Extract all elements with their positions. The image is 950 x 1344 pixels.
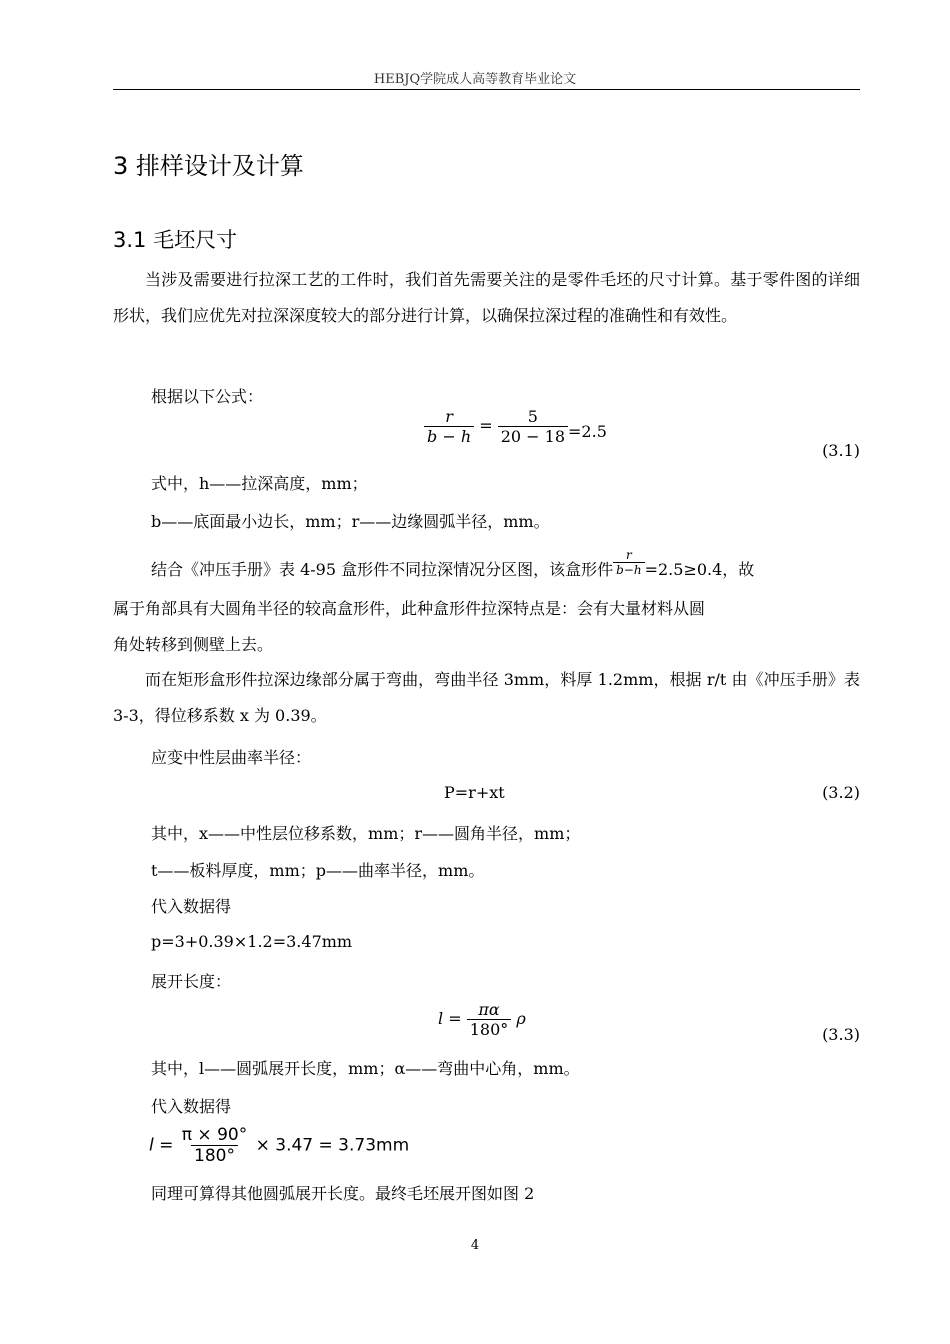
eq3-lhs: l xyxy=(438,1009,444,1028)
paragraph-2-line-3: 角处转移到侧壁上去。 xyxy=(113,635,274,654)
paragraph-3: 而在矩形盒形件拉深边缘部分属于弯曲，弯曲半径 3mm，料厚 1.2mm，根据 r/t 由《冲压手册》表 3-3，得位移系数 x 为 0.39。 xyxy=(113,670,860,725)
eq4-fraction xyxy=(179,1125,250,1166)
substitute-label-1: 代入数据得 xyxy=(151,897,232,916)
section-title: 3 排样设计及计算 xyxy=(113,152,304,180)
eq1-equals: = xyxy=(479,416,493,435)
page-number: 4 xyxy=(470,1238,480,1253)
eq1-lhs-denominator: b − h xyxy=(424,426,474,446)
equation-number-3-1: (3.1) xyxy=(822,441,860,460)
paragraph-2-line-1 xyxy=(151,548,755,585)
inline-fraction xyxy=(613,548,644,577)
subsection-title: 3.1 毛坯尺寸 xyxy=(113,228,238,252)
page-header: HEBJQ学院成人高等教育毕业论文 xyxy=(373,72,577,87)
formula-intro: 根据以下公式： xyxy=(151,387,264,406)
eq3-equals: = xyxy=(448,1009,462,1028)
definitions-2-line-1: 其中，x——中性层位移系数，mm；r——圆角半径，mm； xyxy=(151,824,581,843)
strain-intro: 应变中性层曲率半径： xyxy=(151,748,312,767)
eq4-lhs: l = xyxy=(149,1135,174,1156)
definitions-1-line-1: 式中，h——拉深高度，mm； xyxy=(151,474,368,493)
paragraph-2-line-2: 属于角部具有大圆角半径的较高盒形件，此种盒形件拉深特点是：会有大量材料从圆 xyxy=(113,599,706,618)
eq4-denominator: 180° xyxy=(191,1145,238,1166)
eq1-rhs-denominator: 20 − 18 xyxy=(498,426,568,446)
equation-l-result xyxy=(149,1125,409,1166)
eq4-rhs: × 3.47 = 3.73mm xyxy=(255,1135,410,1156)
definitions-2-line-2: t——板料厚度，mm；p——曲率半径，mm。 xyxy=(151,861,485,880)
eq1-lhs-fraction xyxy=(424,407,474,446)
eq3-denominator: 180° xyxy=(467,1019,512,1039)
eq1-result: =2.5 xyxy=(568,422,607,441)
paragraph-2-before: 结合《冲压手册》表 4-95 盒形件不同拉深情况分区图，该盒形件 xyxy=(151,560,614,579)
inline-fraction-denominator: b−h xyxy=(613,562,644,577)
equation-3-1 xyxy=(424,407,607,446)
equation-number-3-3: (3.3) xyxy=(822,1025,860,1044)
eq3-numerator: πα xyxy=(478,1000,500,1019)
equation-3-2: P=r+xt xyxy=(444,783,505,802)
paragraph-2-after: =2.5≥0.4，故 xyxy=(644,560,755,579)
equation-3-3 xyxy=(438,1000,526,1039)
eq3-rho: ρ xyxy=(516,1009,526,1028)
paragraph-1: 当涉及需要进行拉深工艺的工件时，我们首先需要关注的是零件毛坯的尺寸计算。基于零件图的详细形状，我们应优先对拉深深度较大的部分进行计算，以确保拉深过程的准确性和有效性。 xyxy=(113,270,860,325)
result-1: p=3+0.39×1.2=3.47mm xyxy=(151,932,353,951)
eq3-fraction xyxy=(467,1000,512,1039)
eq1-rhs-numerator: 5 xyxy=(527,407,538,426)
inline-fraction-numerator: r xyxy=(625,548,632,562)
unfold-intro: 展开长度： xyxy=(151,972,232,991)
definitions-1-line-2: b——底面最小边长，mm；r——边缘圆弧半径，mm。 xyxy=(151,512,550,531)
definitions-3-line-1: 其中，l——圆弧展开长度，mm；α——弯曲中心角，mm。 xyxy=(151,1059,580,1078)
equation-number-3-2: (3.2) xyxy=(822,783,860,802)
eq4-numerator: π × 90° xyxy=(181,1125,248,1145)
eq1-lhs-numerator: r xyxy=(445,407,453,426)
substitute-label-2: 代入数据得 xyxy=(151,1097,232,1116)
closing-line: 同理可算得其他圆弧展开长度。最终毛坯展开图如图 2 xyxy=(151,1184,535,1203)
header-rule xyxy=(113,89,860,90)
eq1-rhs-fraction xyxy=(498,407,568,446)
